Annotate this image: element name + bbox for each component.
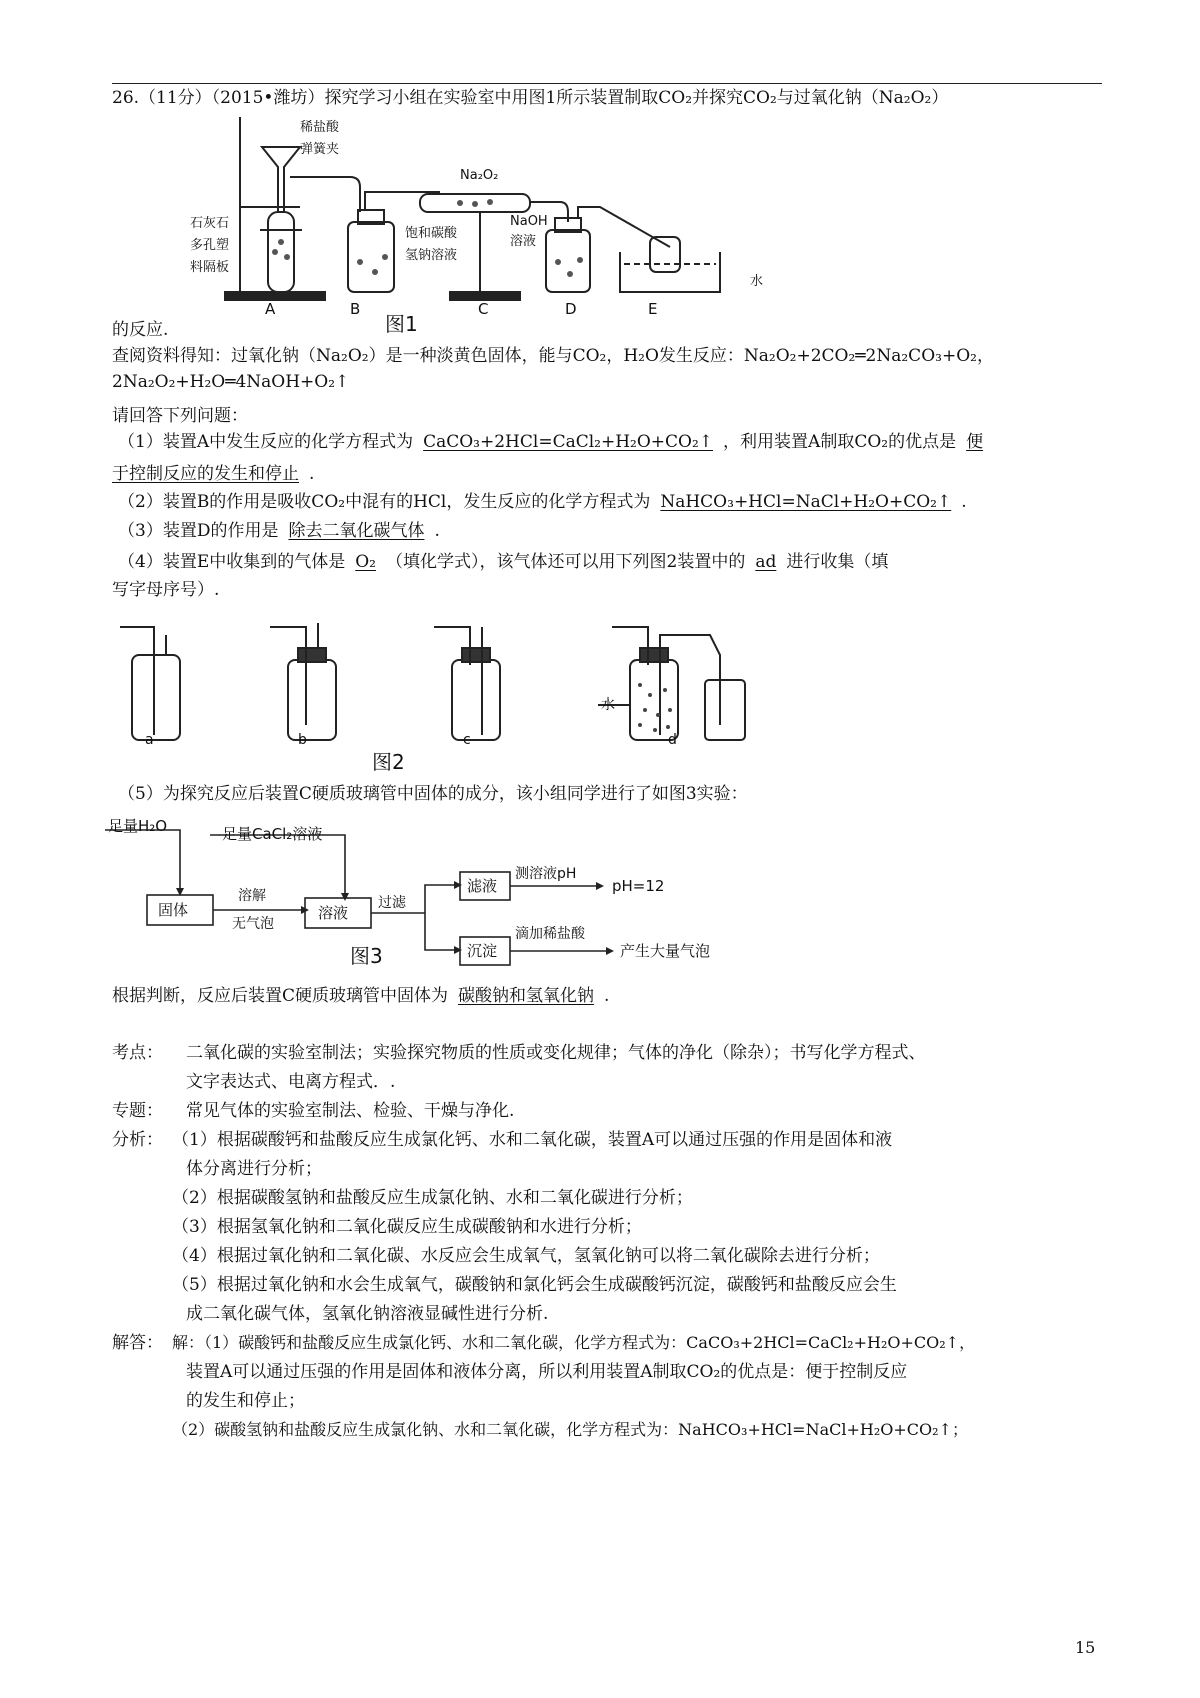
fenxi-label: 分析： bbox=[112, 1130, 163, 1150]
fig1-label-nahco3-2: 氢钠溶液 bbox=[405, 248, 458, 263]
q5-conclusion-text: 根据判断，反应后装置C硬质玻璃管中固体为 bbox=[112, 986, 449, 1006]
fenxi-3: （3）根据氢氧化钠和二氧化碳反应生成碳酸钠和水进行分析； bbox=[172, 1217, 642, 1237]
q4-line bbox=[118, 550, 888, 574]
fig3-ph-value: pH=12 bbox=[612, 877, 665, 895]
fenxi-5b: 成二氧化碳气体，氢氧化钠溶液显碱性进行分析. bbox=[186, 1304, 549, 1324]
q1-answer2a: 便 bbox=[966, 432, 984, 452]
fig3-box-precipitate: 沉淀 bbox=[467, 942, 498, 960]
kaodian-label: 考点： bbox=[112, 1043, 163, 1063]
q5-line: （5）为探究反应后装置C硬质玻璃管中固体的成分，该小组同学进行了如图3实验： bbox=[118, 784, 748, 804]
fig1-label-clamp: 弹簧夹 bbox=[300, 142, 340, 157]
fig1-label-plate-2: 料隔板 bbox=[190, 260, 230, 275]
jieda-1b: 装置A可以通过压强的作用是固体和液体分离，所以利用装置A制取CO₂的优点是：便于控制反应 bbox=[186, 1362, 908, 1382]
fig1-caption: 图1 bbox=[385, 312, 418, 336]
fig1-label-hcl: 稀盐酸 bbox=[300, 120, 340, 135]
fig1-letter-d: D bbox=[565, 300, 577, 318]
q1-text: （1）装置A中发生反应的化学方程式为 bbox=[118, 432, 414, 452]
q1-text-b: ，利用装置A制取CO₂的优点是 bbox=[723, 432, 957, 452]
fig3-no-bubbles: 无气泡 bbox=[232, 916, 274, 932]
kaodian-2: 文字表达式、电离方程式．. bbox=[186, 1072, 396, 1092]
fenxi-1a: （1）根据碳酸钙和盐酸反应生成氯化钙、水和二氧化碳，装置A可以通过压强的作用是固体和液 bbox=[172, 1130, 893, 1150]
fig2-caption: 图2 bbox=[372, 750, 405, 774]
fig2-letter-c: c bbox=[463, 732, 471, 748]
fig3-caption: 图3 bbox=[350, 944, 383, 968]
q4-answer: O₂ bbox=[355, 552, 376, 572]
fig3-result: 产生大量气泡 bbox=[620, 942, 711, 960]
fig2-water: 水 bbox=[601, 697, 615, 713]
fig2-letter-b: b bbox=[298, 732, 307, 748]
q5-conclusion bbox=[112, 984, 609, 1008]
fig3-top-mid: 足量CaCl₂溶液 bbox=[222, 825, 323, 843]
q4-line-2: 写字母序号）. bbox=[112, 580, 220, 600]
fig1-letter-a: A bbox=[265, 300, 276, 318]
jieda-1a: 解：（1）碳酸钙和盐酸反应生成氯化钙、水和二氧化碳，化学方程式为：CaCO₃+2HCl=CaCl₂+H₂O+CO₂↑， bbox=[172, 1333, 976, 1352]
q4-text: （4）装置E中收集到的气体是 bbox=[118, 552, 346, 572]
page-number: 15 bbox=[1075, 1638, 1096, 1657]
q1-line-2 bbox=[112, 462, 314, 486]
fig1-label-na2o2: Na₂O₂ bbox=[460, 168, 499, 183]
jieda-2: （2）碳酸氢钠和盐酸反应生成氯化钠、水和二氧化碳，化学方程式为：NaHCO₃+HCl=NaCl+H₂O+CO₂↑； bbox=[172, 1420, 968, 1439]
fig3-box-solution: 溶液 bbox=[318, 904, 349, 922]
info-line-1: 查阅资料得知：过氧化钠（Na₂O₂）是一种淡黄色固体，能与CO₂，H₂O发生反应：Na₂O₂+2CO₂═2Na₂CO₃+O₂， bbox=[112, 346, 994, 366]
q4-answer2: ad bbox=[755, 552, 777, 572]
fig1-letter-e: E bbox=[648, 300, 658, 318]
fig3-box-solid: 固体 bbox=[158, 901, 189, 919]
q2-text: （2）装置B的作用是吸收CO₂中混有的HCl，发生反应的化学方程式为 bbox=[118, 492, 651, 512]
header-rule bbox=[112, 83, 1102, 84]
info-line-2: 2Na₂O₂+H₂O═4NaOH+O₂↑ bbox=[112, 372, 350, 392]
jieda-label: 解答： bbox=[112, 1333, 163, 1353]
fenxi-1b: 体分离进行分析； bbox=[186, 1159, 322, 1179]
zhuanti: 常见气体的实验室制法、检验、干燥与净化. bbox=[186, 1101, 515, 1121]
question-header: 26.（11分）（2015•潍坊）探究学习小组在实验室中用图1所示装置制取CO₂并探究CO₂与过氧化钠（Na₂O₂） bbox=[112, 88, 949, 108]
fig3-box-filtrate: 滤液 bbox=[467, 877, 498, 895]
fig1-label-naoh: NaOH bbox=[510, 214, 548, 229]
question-header-tail: 的反应. bbox=[112, 320, 169, 340]
q1-answer2b: 于控制反应的发生和停止 bbox=[112, 464, 299, 484]
fig1-label-limestone: 石灰石 bbox=[190, 216, 230, 231]
q1-end: . bbox=[309, 464, 315, 484]
q2-line bbox=[118, 490, 967, 514]
fig2-letter-d: d bbox=[668, 732, 677, 748]
zhuanti-label: 专题： bbox=[112, 1101, 163, 1121]
fig1-label-plate-1: 多孔塑 bbox=[190, 238, 230, 253]
figure-2-collectors bbox=[120, 615, 800, 745]
fenxi-4: （4）根据过氧化钠和二氧化碳、水反应会生成氧气，氢氧化钠可以将二氧化碳除去进行分析； bbox=[172, 1246, 880, 1266]
q2-end: . bbox=[961, 492, 967, 512]
q3-end: . bbox=[434, 521, 440, 541]
q1-line bbox=[118, 430, 993, 454]
q5-answer: 碳酸钠和氢氧化钠 bbox=[458, 986, 595, 1006]
fig1-letter-b: B bbox=[350, 300, 361, 318]
fig3-add-acid: 滴加稀盐酸 bbox=[515, 926, 585, 942]
fig3-top-left: 足量H₂O bbox=[108, 817, 168, 835]
q2-answer: NaHCO₃+HCl=NaCl+H₂O+CO₂↑ bbox=[660, 492, 952, 512]
fig3-dissolve: 溶解 bbox=[238, 888, 266, 904]
q1-answer: CaCO₃+2HCl=CaCl₂+H₂O+CO₂↑ bbox=[423, 432, 714, 452]
q5-end: . bbox=[604, 986, 610, 1006]
fenxi-2: （2）根据碳酸氢钠和盐酸反应生成氯化钠、水和二氧化碳进行分析； bbox=[172, 1188, 693, 1208]
fig2-letter-a: a bbox=[145, 732, 154, 748]
fig3-measure-ph: 测溶液pH bbox=[515, 866, 577, 882]
fenxi-5a: （5）根据过氧化钠和水会生成氧气，碳酸钠和氯化钙会生成碳酸钙沉淀，碳酸钙和盐酸反应会生 bbox=[172, 1275, 897, 1295]
q3-answer: 除去二氧化碳气体 bbox=[288, 521, 425, 541]
q3-line bbox=[118, 519, 440, 543]
fig1-label-solution: 溶液 bbox=[510, 234, 537, 249]
jieda-1c: 的发生和停止； bbox=[186, 1391, 305, 1411]
kaodian-1: 二氧化碳的实验室制法；实验探究物质的性质或变化规律；气体的净化（除杂）；书写化学方程式、 bbox=[186, 1043, 926, 1063]
fig3-filter: 过滤 bbox=[378, 895, 406, 911]
prompt: 请回答下列问题： bbox=[112, 406, 248, 426]
fig1-label-water: 水 bbox=[750, 274, 764, 289]
fig1-label-nahco3-1: 饱和碳酸 bbox=[405, 226, 458, 241]
fig1-letter-c: C bbox=[478, 300, 489, 318]
q4-text-c: 进行收集（填 bbox=[786, 552, 889, 572]
q3-text: （3）装置D的作用是 bbox=[118, 521, 279, 541]
q4-text-b: （填化学式），该气体还可以用下列图2装置中的 bbox=[386, 552, 746, 572]
figure-1-apparatus bbox=[150, 112, 750, 322]
